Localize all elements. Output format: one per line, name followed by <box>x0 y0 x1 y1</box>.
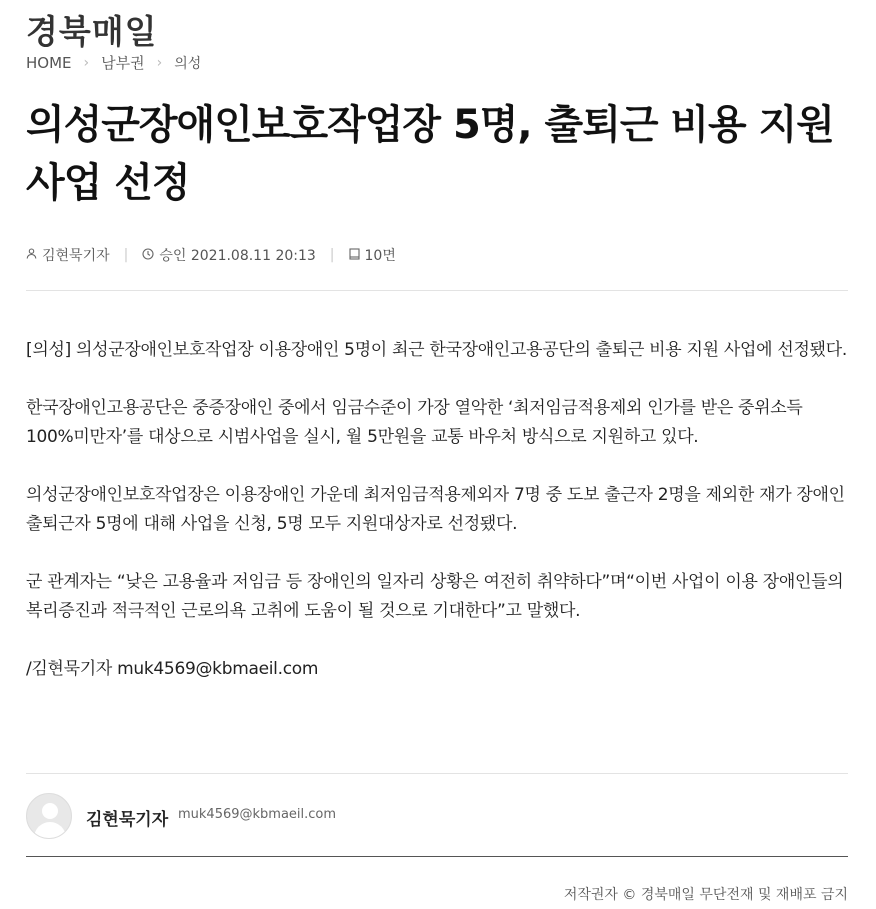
meta-divider: | <box>329 247 335 263</box>
meta-time <box>142 245 315 265</box>
meta-divider: | <box>123 247 129 263</box>
author-name: 김현묵기자 <box>42 248 110 264</box>
article-meta <box>26 245 396 265</box>
clock-icon <box>142 248 154 263</box>
breadcrumb <box>26 52 201 73</box>
meta-page <box>349 245 396 265</box>
avatar-head-shape <box>42 803 58 819</box>
article-byline: /김현묵기자 muk4569@kbmaeil.com <box>26 659 319 679</box>
reporter-avatar[interactable] <box>26 793 72 839</box>
person-icon <box>26 248 37 262</box>
breadcrumb-home[interactable]: HOME <box>26 53 72 72</box>
divider <box>26 773 848 774</box>
approved-date: 승인 2021.08.11 20:13 <box>159 248 316 264</box>
paragraph: [의성] 의성군장애인보호작업장 이용장애인 5명이 최근 한국장애인고용공단의 출퇴근 비용 지원 사업에 선정됐다. <box>26 340 847 360</box>
reporter-name[interactable]: 김현묵기자 <box>86 810 169 830</box>
chevron-right-icon: › <box>156 54 163 71</box>
paragraph: 한국장애인고용공단은 중증장애인 중에서 임금수준이 가장 열악한 ‘최저임금적용제외 인가를 받은 중위소득 100%미만자’를 대상으로 시범사업을 실시, 월 5만원을 교통 바우처 방식으로 지원하고 있다. <box>26 398 803 447</box>
meta-author <box>26 245 110 265</box>
copyright-notice: 저작권자 © 경북매일 무단전재 및 재배포 금지 <box>563 887 848 903</box>
divider <box>26 856 848 857</box>
avatar-body-shape <box>34 822 66 839</box>
reporter-email[interactable]: muk4569@kbmaeil.com <box>178 807 337 822</box>
page-number: 10면 <box>364 248 396 264</box>
breadcrumb-section[interactable]: 남부권 <box>101 54 145 72</box>
article-body <box>26 336 848 713</box>
breadcrumb-subsection[interactable]: 의성 <box>174 55 202 72</box>
divider <box>26 290 848 291</box>
page-icon <box>349 248 360 263</box>
chevron-right-icon: › <box>83 54 90 71</box>
site-logo[interactable]: 경북매일 <box>26 12 158 51</box>
paragraph: 의성군장애인보호작업장은 이용장애인 가운데 최저임금적용제외자 7명 중 도보 출근자 2명을 제외한 재가 장애인 출퇴근자 5명에 대해 사업을 신청, 5명 모두 지원대상자로 선정됐다. <box>26 485 845 534</box>
paragraph: 군 관계자는 “낮은 고용율과 저임금 등 장애인의 일자리 상황은 여전히 취약하다”며“이번 사업이 이용 장애인들의 복리증진과 적극적인 근로의욕 고취에 도움이 될 것으로 기대한다”고 말했다. <box>26 572 844 621</box>
article-title: 의성군장애인보호작업장 5명, 출퇴근 비용 지원 사업 선정 <box>26 102 834 206</box>
